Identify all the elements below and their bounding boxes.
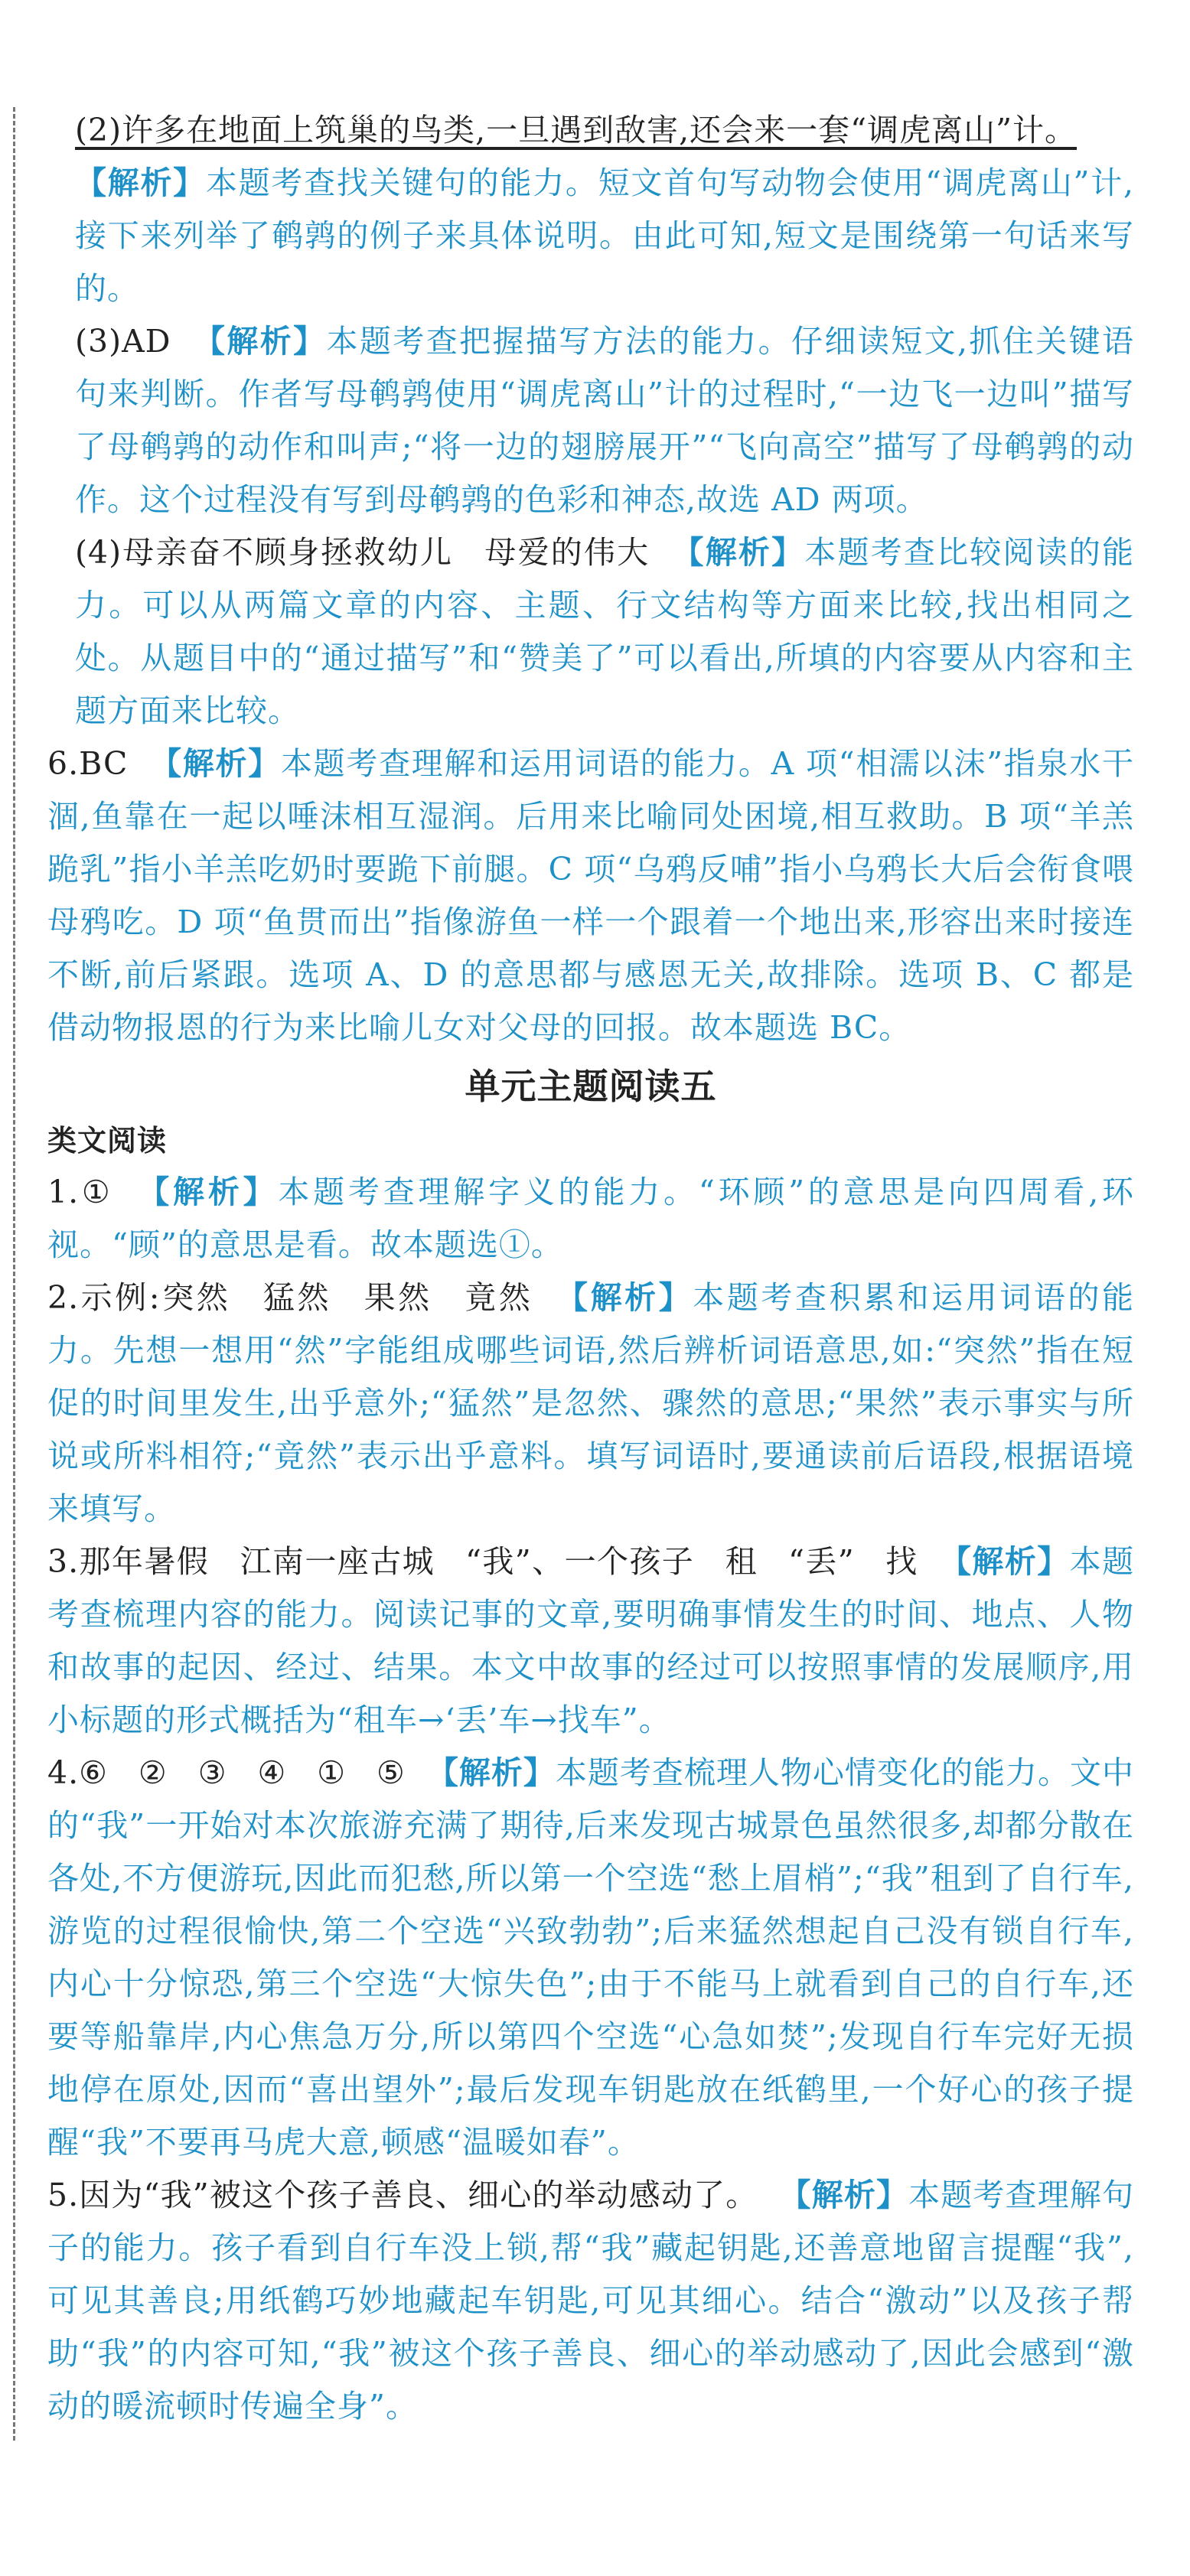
analysis-tag: 【解析】 (135, 1174, 279, 1210)
analysis-text: 本题考查比较阅读的能力。可以从两篇文章的内容、主题、行文结构等方面来比较,找出相同之处。从题目中的“通过描写”和“赞美了”可以看出,所填的内容要从内容和主题方面来比较。 (75, 534, 1135, 729)
answer-item-2 (47, 104, 1134, 315)
cut-line (13, 107, 15, 2441)
answer-word: 江南一座古城 (240, 1543, 435, 1580)
subsection-title: 类文阅读 (47, 1124, 168, 1158)
analysis-tag: 【解析】 (671, 534, 805, 571)
answer-text: 3.那年暑假 (47, 1543, 210, 1580)
answer-text: (2)许多在地面上筑巢的鸟类,一旦遇到敌害,还会来一套“调虎离山”计。 (75, 112, 1078, 148)
analysis-text: 本题考查梳理内容的能力。阅读记事的文章,要明确事情发生的时间、地点、人物和故事的起因、经过、结果。本文中故事的经过可以按照事情的发展顺序,用小标题的形式概括为“租车→‘丢’车→找车”。 (47, 1543, 1135, 1738)
analysis-text: 本题考查理解字义的能力。“环顾”的意思是向四周看,环视。“顾”的意思是看。故本题选①。 (47, 1174, 1135, 1263)
answer-text: 5.因为“我”被这个孩子善良、细心的举动感动了。 (47, 2177, 758, 2213)
analysis-text: 本题考查把握描写方法的能力。仔细读短文,抓住关键语句来判断。作者写母鹌鹑使用“调虎离山”计的过程时,“一边飞一边叫”描写了母鹌鹑的动作和叫声;“将一边的翅膀展开”“飞向高空”描写了母鹌鹑的动作。这个过程没有写到母鹌鹑的色彩和神态,故选 AD 两项。 (75, 323, 1135, 518)
answer-text: 母爱的伟大 (484, 534, 650, 571)
answer-word: “丢” (788, 1543, 855, 1580)
answer-item-4 (47, 526, 1134, 738)
answer-word: ② (138, 1754, 168, 1791)
answer-item-s2 (47, 1272, 1134, 1536)
answer-text: 6.BC (47, 745, 129, 782)
analysis-text: 本题考查理解句子的能力。孩子看到自行车没上锁,帮“我”藏起钥匙,还善意地留言提醒“我”,可见其善良;用纸鹤巧妙地藏起车钥匙,可见其细心。结合“激动”以及孩子帮助“我”的内容可知,“我”被这个孩子善良、细心的举动感动了,因此会感到“激动的暖流顿时传遍全身”。 (47, 2177, 1134, 2425)
answer-word: ① (317, 1754, 347, 1791)
answer-word: ④ (257, 1754, 287, 1791)
answer-word: ③ (197, 1754, 227, 1791)
analysis-tag: 【解析】 (779, 2177, 909, 2213)
answer-item-s4 (47, 1747, 1134, 2169)
analysis-tag: 【解析】 (939, 1543, 1070, 1580)
answer-word: ⑤ (377, 1754, 406, 1791)
answer-text: (4)母亲奋不顾身拯救幼儿 (75, 534, 454, 571)
answer-item-6 (47, 738, 1134, 1054)
answer-word: 找 (885, 1543, 918, 1580)
answer-text: 4.⑥ (47, 1754, 108, 1791)
answer-item-s5 (47, 2169, 1134, 2433)
analysis-text: 本题考查积累和运用词语的能力。先想一想用“然”字能组成哪些词语,然后辨析词语意思,如:“突然”指在短促的时间里发生,出乎意外;“猛然”是忽然、骤然的意思;“果然”表示事实与所说或所料相符;“竟然”表示出乎意料。填写词语时,要通读前后语段,根据语境来填写。 (47, 1279, 1135, 1527)
answer-word: 租 (725, 1543, 758, 1580)
answer-text: 2.示例:突然 (47, 1279, 231, 1316)
analysis-text: 本题考查找关键句的能力。短文首句写动物会使用“调虎离山”计,接下来列举了鹌鹑的例子来具体说明。由此可知,短文是围绕第一句话来写的。 (75, 164, 1135, 307)
answer-item-3 (47, 315, 1134, 526)
answer-word: 果然 (362, 1279, 432, 1316)
analysis-tag: 【解析】 (554, 1279, 693, 1316)
answer-text: 1.① (47, 1174, 114, 1210)
answer-page (47, 104, 1134, 2433)
answer-item-s1 (47, 1166, 1134, 1272)
answer-word: 竟然 (462, 1279, 533, 1316)
analysis-tag: 【解析】 (426, 1754, 556, 1791)
answer-item-s3 (47, 1536, 1134, 1747)
section-title: 单元主题阅读五 (465, 1066, 717, 1107)
analysis-text: 本题考查梳理人物心情变化的能力。文中的“我”一开始对本次旅游充满了期待,后来发现古城景色虽然很多,却都分散在各处,不方便游玩,因此而犯愁,所以第一个空选“愁上眉梢”;“我”租到了自行车,游览的过程很愉快,第二个空选“兴致勃勃”;后来猛然想起自己没有锁自行车,内心十分惊恐,第三个空选“大惊失色”;由于不能马上就看到自己的自行车,还要等船靠岸,内心焦急万分,所以第四个空选“心急如焚”;发现自行车完好无损地停在原处,因而“喜出望外”;最后发现车钥匙放在纸鹤里,一个好心的孩子提醒“我”不要再马虎大意,顿感“温暖如春”。 (47, 1754, 1135, 2161)
analysis-tag: 【解析】 (192, 323, 327, 360)
answer-word: “我”、一个孩子 (465, 1543, 695, 1580)
answer-word: 猛然 (261, 1279, 332, 1316)
analysis-tag: 【解析】 (75, 164, 206, 201)
analysis-text: 本题考查理解和运用词语的能力。A 项“相濡以沫”指泉水干涸,鱼靠在一起以唾沫相互湿润。后用来比喻同处困境,相互救助。B 项“羊羔跪乳”指小羊羔吃奶时要跪下前腿。C 项“乌鸦反哺”指小乌鸦长大后会衔食喂母鸦吃。D 项“鱼贯而出”指像游鱼一样一个跟着一个地出来,形容出来时接连不断,前后紧跟。选项 A、D 的意思都与感恩无关,故排除。选项 B、C 都是借动物报恩的行为来比喻儿女对父母的回报。故本题选 BC。 (47, 745, 1135, 1046)
answer-text: (3)AD (75, 323, 171, 360)
analysis-tag: 【解析】 (149, 745, 281, 782)
